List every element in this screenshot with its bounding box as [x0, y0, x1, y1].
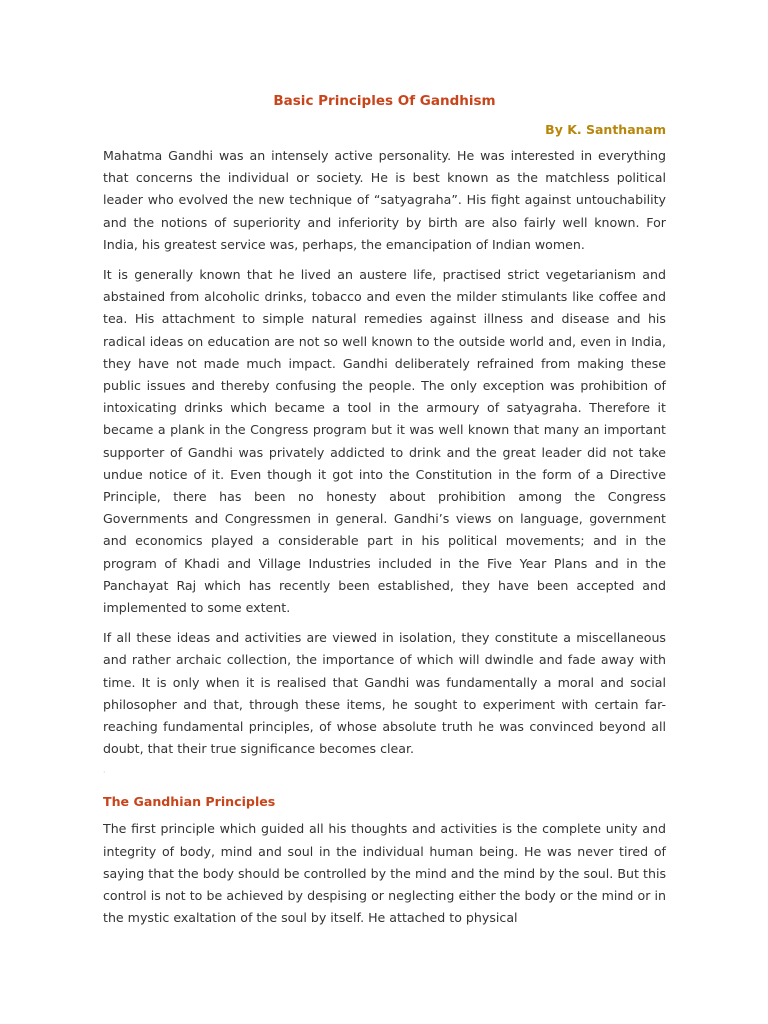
document-title: Basic Principles Of Gandhism — [273, 93, 496, 109]
paragraph-lifestyle: It is generally known that he lived an austere life, practised strict vegetarianism and abstained from alcoholic drinks, tobacco and even the milder stimulants like coffee and tea. His attachment to simple natural remedies against illness and disease and his radical ideas on education are not so well known to the outside world and, even in India, they have not made much impact. Gandhi deliberately refrained from making these public issues and thereby confusing the people. The only exception was prohibition of intoxicating drinks which became a tool in the armoury of satyagraha. Therefore it became a plank in the Congress program but it was well known that many an important supporter of Gandhi was privately addicted to drink and the great leader did not take undue notice of it. Even though it got into the Constitution in the form of a Directive Principle, there has been no honesty about prohibition among the Congress Governments and Congressmen in general. Gandhi’s views on language, government and economics played a considerable part in his political movements; and in the program of Khadi and Village Industries included in the Five Year Plans and in the Panchayat Raj which has recently been established, they have been accepted and implemented to some extent. — [103, 267, 666, 616]
paragraph-intro: Mahatma Gandhi was an intensely active personality. He was interested in everything that concerns the individual or society. He is best known as the matchless political leader who evolved the new technique of “satyagraha”. His fight against untouchability and the notions of superiority and inferiority by birth are also fairly well known. For India, his greatest service was, perhaps, the emancipation of Indian women. — [103, 148, 666, 252]
author-byline: By K. Santhanam — [545, 122, 666, 137]
paragraph-philosophy: If all these ideas and activities are viewed in isolation, they constitute a miscellaneous and rather archaic collection, the importance of which will dwindle and fade away with time. It is only when it is realised that Gandhi was fundamentally a moral and social philosopher and that, through these items, he sought to experiment with certain far-reaching fundamental principles, of whose absolute truth he was convinced beyond all doubt, that their true significance becomes clear. — [103, 630, 666, 757]
paragraph-principles: The first principle which guided all his thoughts and activities is the complete unity and integrity of body, mind and soul in the individual human being. He was never tired of saying that the body should be controlled by the mind and the mind by the soul. But this control is not to be achieved by despising or neglecting either the body or the mind or in the mystic exaltation of the soul by itself. He attached to physical — [103, 821, 666, 926]
document-body — [103, 145, 666, 938]
section-heading: The Gandhian Principles — [103, 794, 276, 810]
separator-dot: · — [103, 768, 106, 778]
